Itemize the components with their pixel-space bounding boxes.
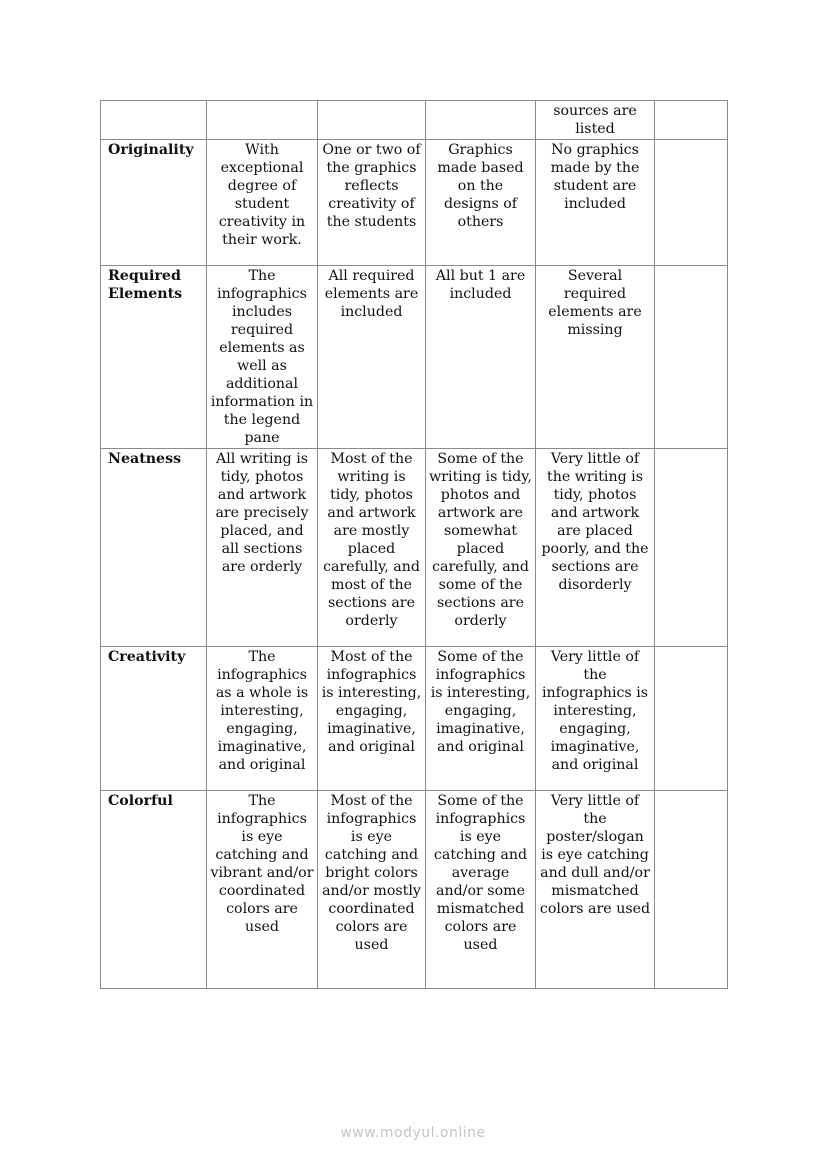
score-cell: One or two of the graphics reflects creativity of the students xyxy=(318,140,426,266)
score-cell: Most of the infographics is eye catching and bright colors and/or mostly coordinated colors are used xyxy=(318,791,426,989)
criterion-cell: Neatness xyxy=(101,449,207,647)
score-cell: Most of the writing is tidy, photos and artwork are mostly placed carefully, and most of the sections are orderly xyxy=(318,449,426,647)
score-cell: Some of the infographics is interesting, engaging, imaginative, and original xyxy=(426,647,536,791)
score-cell: Very little of the infographics is interesting, engaging, imaginative, and original xyxy=(536,647,655,791)
score-cell: Some of the writing is tidy, photos and artwork are somewhat placed carefully, and some of the sections are orderly xyxy=(426,449,536,647)
score-cell: Very little of the writing is tidy, photos and artwork are placed poorly, and the sections are disorderly xyxy=(536,449,655,647)
rubric-row-required-elements xyxy=(101,266,728,449)
score-cell: The infographics includes required elements as well as additional information in the legend pane xyxy=(207,266,318,449)
score-cell: All writing is tidy, photos and artwork are precisely placed, and all sections are orderly xyxy=(207,449,318,647)
score-cell: The infographics as a whole is interesting, engaging, imaginative, and original xyxy=(207,647,318,791)
criterion-cell: Required Elements xyxy=(101,266,207,449)
score-cell xyxy=(655,647,728,791)
score-cell: Very little of the poster/slogan is eye catching and dull and/or mismatched colors are used xyxy=(536,791,655,989)
score-cell xyxy=(655,266,728,449)
watermark-text: www.modyul.online xyxy=(340,1125,486,1141)
criterion-cell: Colorful xyxy=(101,791,207,989)
score-cell: Graphics made based on the designs of others xyxy=(426,140,536,266)
rubric-row-originality xyxy=(101,140,728,266)
score-cell xyxy=(655,140,728,266)
score-cell xyxy=(207,101,318,140)
score-cell: Most of the infographics is interesting, engaging, imaginative, and original xyxy=(318,647,426,791)
rubric-table xyxy=(100,100,728,989)
score-cell: All required elements are included xyxy=(318,266,426,449)
rubric-row-continued xyxy=(101,101,728,140)
score-cell: Some of the infographics is eye catching and average and/or some mismatched colors are used xyxy=(426,791,536,989)
score-cell xyxy=(426,101,536,140)
score-cell: sources are listed xyxy=(536,101,655,140)
score-cell: Several required elements are missing xyxy=(536,266,655,449)
score-cell xyxy=(318,101,426,140)
score-cell xyxy=(655,101,728,140)
criterion-cell: Originality xyxy=(101,140,207,266)
criterion-cell: Creativity xyxy=(101,647,207,791)
criterion-cell xyxy=(101,101,207,140)
score-cell xyxy=(655,449,728,647)
rubric-row-creativity xyxy=(101,647,728,791)
rubric-row-colorful xyxy=(101,791,728,989)
score-cell: No graphics made by the student are included xyxy=(536,140,655,266)
rubric-row-neatness xyxy=(101,449,728,647)
score-cell: With exceptional degree of student creativity in their work. xyxy=(207,140,318,266)
score-cell: The infographics is eye catching and vibrant and/or coordinated colors are used xyxy=(207,791,318,989)
score-cell: All but 1 are included xyxy=(426,266,536,449)
score-cell xyxy=(655,791,728,989)
